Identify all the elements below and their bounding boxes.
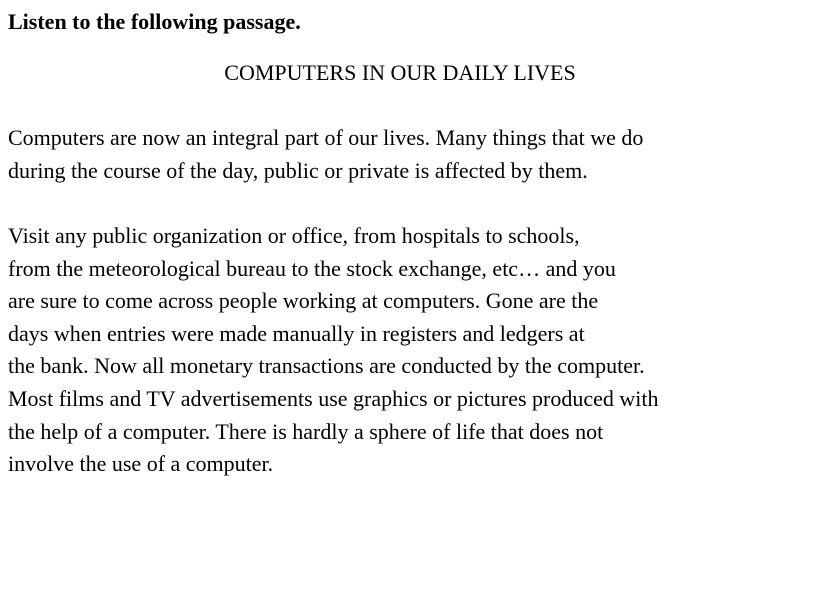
instruction-heading: Listen to the following passage. [8, 9, 301, 34]
paragraph-2 [8, 220, 659, 481]
paragraph-line: Most films and TV advertisements use graphics or pictures produced with [8, 385, 659, 411]
paragraph-line: from the meteorological bureau to the stock exchange, etc… and you [8, 255, 616, 281]
paragraph-line: are sure to come across people working at computers. Gone are the [8, 288, 599, 314]
paragraph-line: the help of a computer. There is hardly a sphere of life that does not [8, 418, 604, 444]
paragraph-line: the bank. Now all monetary transactions are conducted by the computer. [8, 353, 645, 379]
paragraph-1 [8, 122, 643, 187]
paragraph-line: Computers are now an integral part of our lives. Many things that we do [8, 125, 644, 150]
paragraph-line: Visit any public organization or office, from hospitals to schools, [8, 223, 580, 248]
paragraph-line: days when entries were made manually in registers and ledgers at [8, 320, 585, 346]
passage-title: COMPUTERS IN OUR DAILY LIVES [224, 60, 576, 85]
paragraph-line: during the course of the day, public or private is affected by them. [8, 157, 588, 183]
paragraph-line: involve the use of a computer. [8, 451, 274, 477]
